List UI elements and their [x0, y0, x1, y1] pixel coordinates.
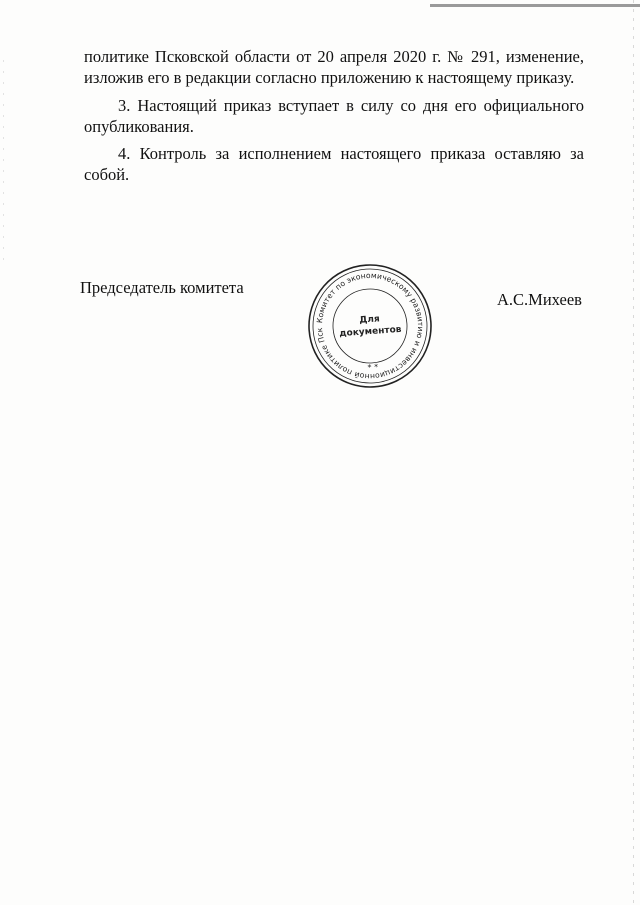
paragraph-line: 3. Настоящий приказ вступает в силу со дня его официального — [118, 96, 584, 115]
paragraph-3 — [84, 95, 584, 137]
scan-right-edge — [633, 0, 634, 905]
signer-name: А.С.Михеев — [497, 290, 582, 309]
paragraph-4 — [84, 143, 584, 185]
paragraph-line: опубликования. — [84, 117, 194, 136]
stamp-seal-graphic — [302, 258, 439, 395]
paragraph-continuation — [84, 46, 584, 88]
scan-top-mark — [430, 4, 640, 7]
official-stamp — [302, 258, 439, 395]
svg-text:документов: документов — [339, 324, 402, 340]
svg-text:Комитет по экономическому разв: Комитет по экономическому развитию и инвестиционной политике Псковской области — [301, 259, 426, 382]
svg-text:Для: Для — [359, 314, 381, 326]
paragraph-line: политике Псковской области от 20 апреля 2020 г. № 291, изменение, — [84, 47, 584, 66]
svg-text:* *: * * — [367, 362, 379, 373]
signer-title: Председатель комитета — [80, 278, 244, 297]
paragraph-line: изложив его в редакции согласно приложению к настоящему приказу. — [84, 68, 575, 87]
scan-left-edge — [3, 60, 4, 260]
paragraph-line: 4. Контроль за исполнением настоящего приказа оставляю за — [118, 144, 584, 163]
paragraph-line: собой. — [84, 165, 130, 184]
